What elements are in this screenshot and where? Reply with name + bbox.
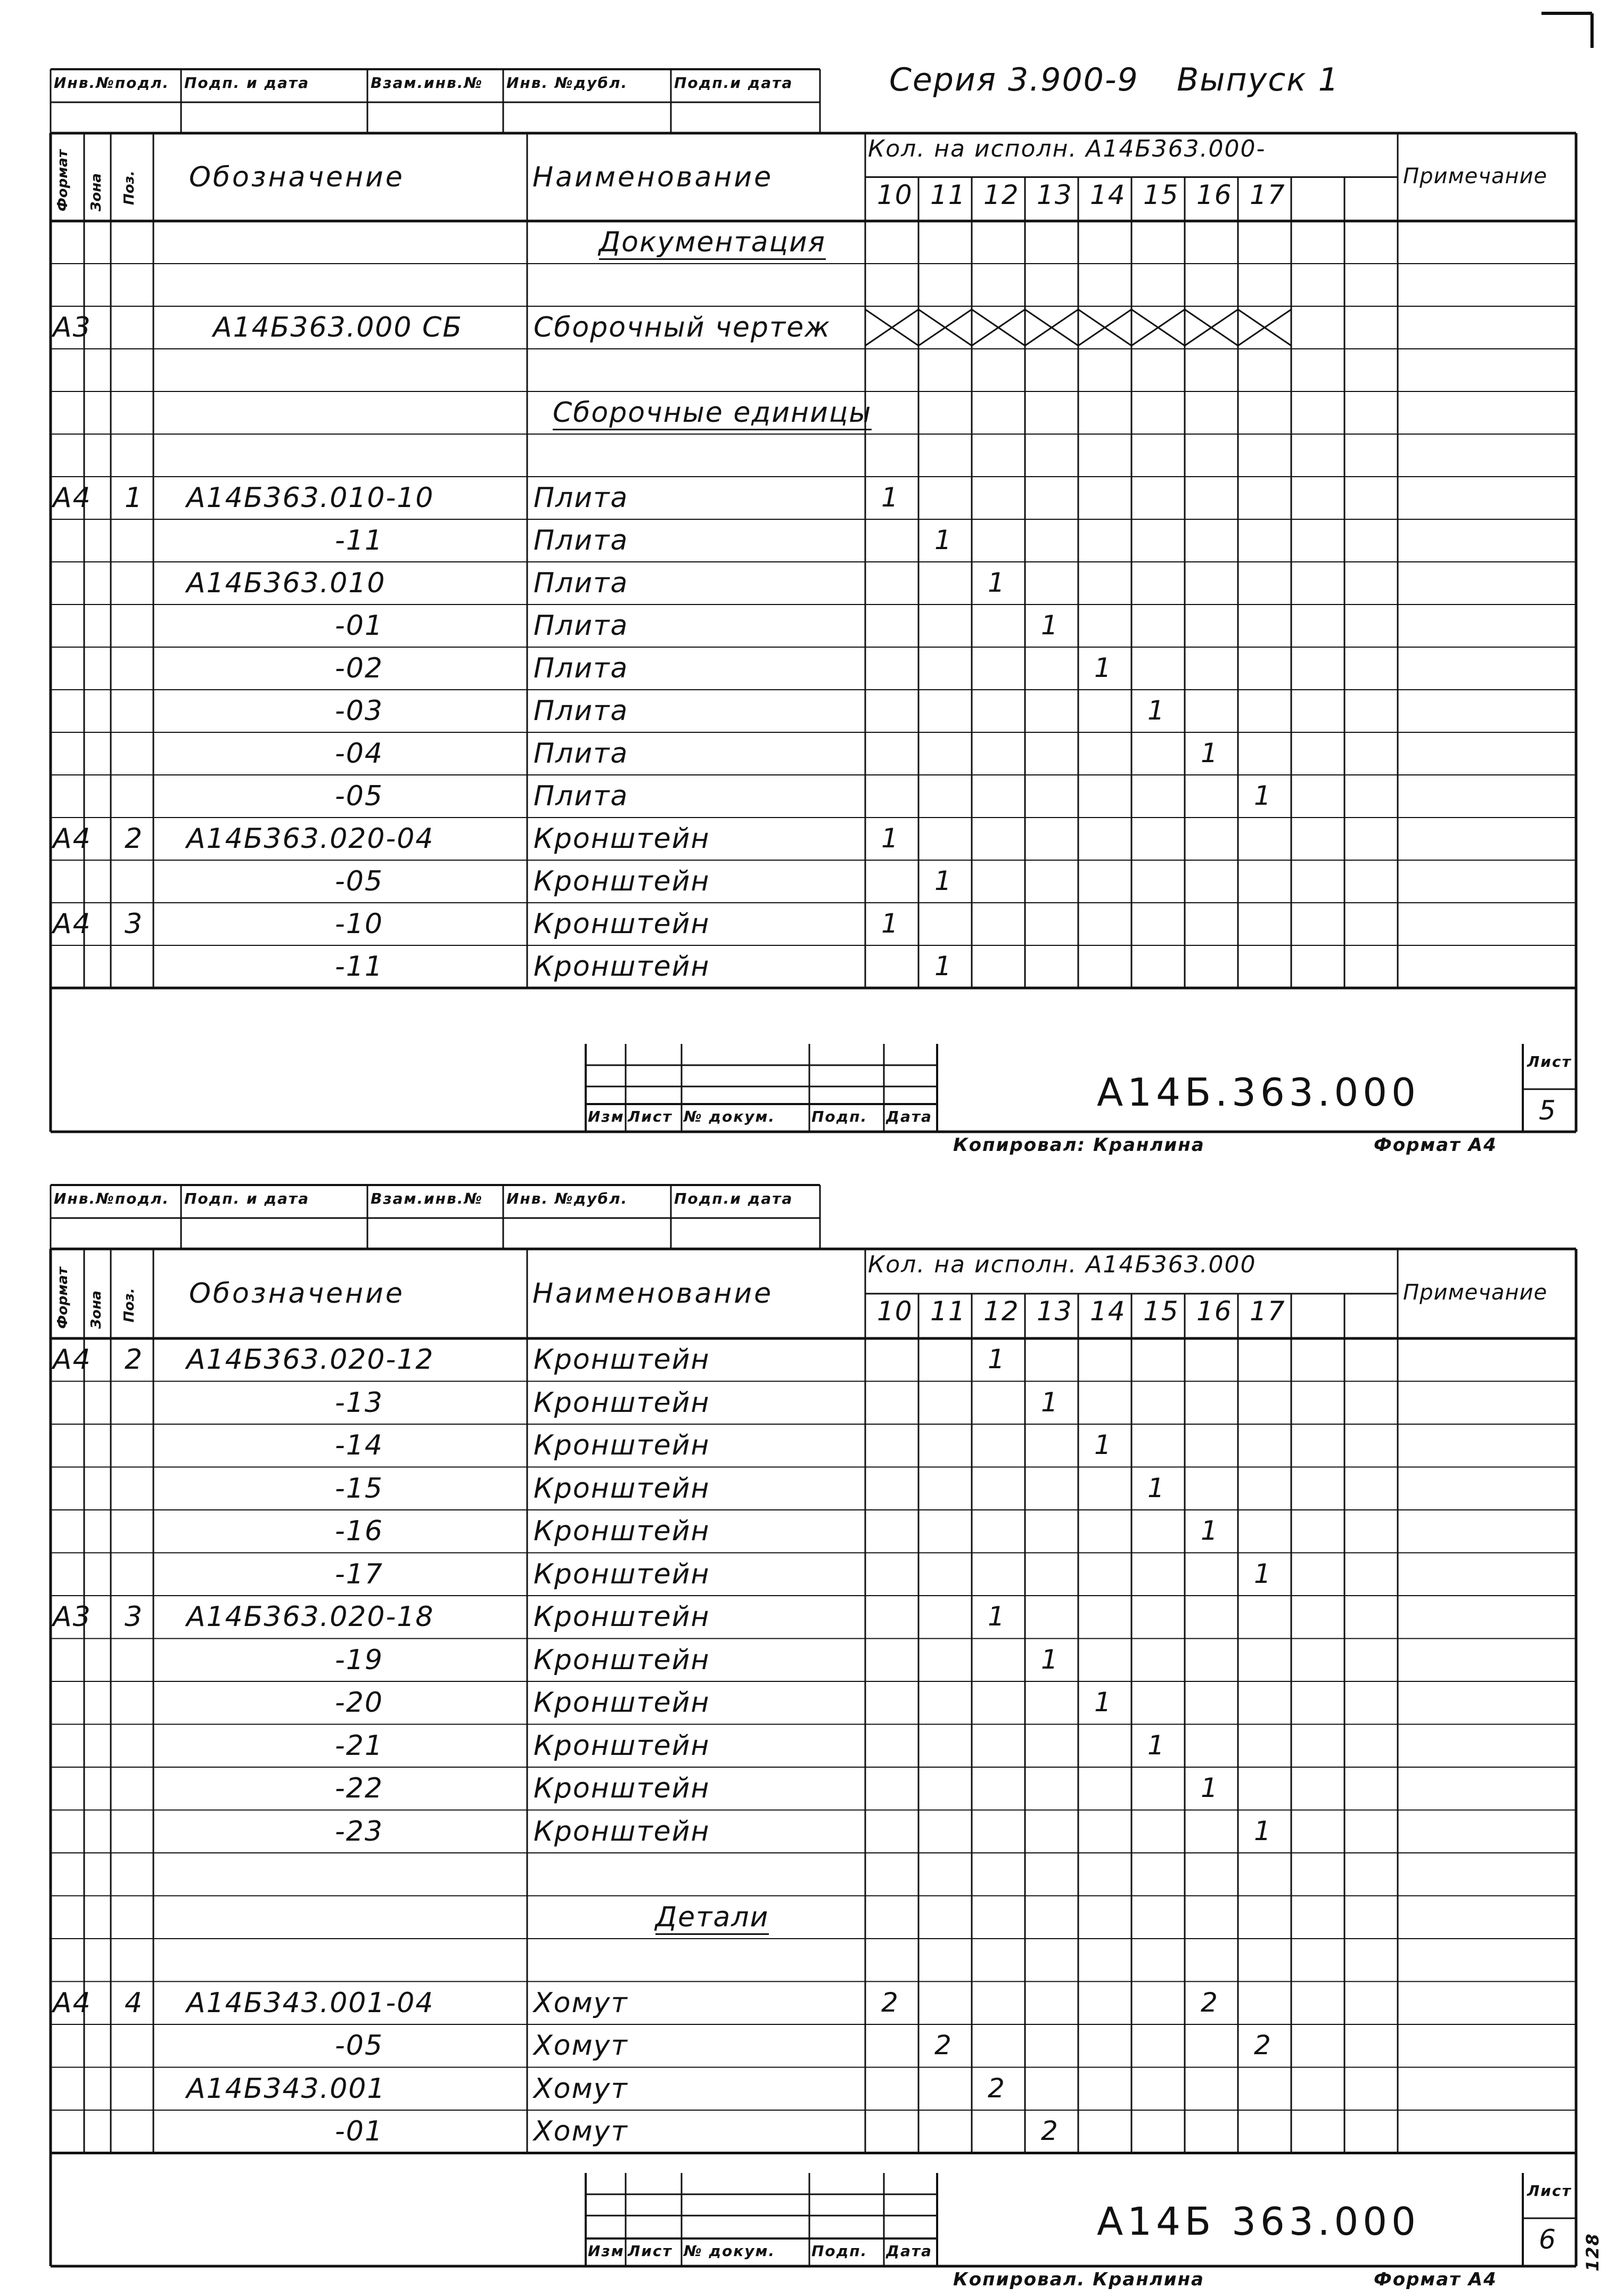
row-designation: -17 <box>335 1558 383 1590</box>
row-designation: -01 <box>335 2115 383 2148</box>
qty-value: 1 <box>934 865 953 896</box>
row-name: Плита <box>534 738 629 770</box>
copied-by: Копировал. Кранлина <box>953 2269 1204 2290</box>
row-format: А3 <box>53 312 92 344</box>
row-format: А4 <box>53 908 92 940</box>
title-block-cell-label: Подп. <box>811 2242 868 2260</box>
row-name: Плита <box>534 652 629 684</box>
qty-value: 1 <box>881 823 899 854</box>
document-code: А14Б.363.000 <box>1097 1070 1420 1115</box>
row-name: Кронштейн <box>534 1558 710 1590</box>
row-position: 2 <box>125 1344 144 1376</box>
row-designation: -23 <box>335 1815 383 1848</box>
row-designation: -10 <box>335 908 383 940</box>
row-designation: -02 <box>335 652 383 684</box>
qty-value: 1 <box>881 908 899 939</box>
qty-value: 1 <box>988 1601 1006 1632</box>
row-name: Плита <box>534 567 629 599</box>
qty-value: 1 <box>1147 1729 1166 1761</box>
stamp-label: Подп.и дата <box>674 74 793 92</box>
variant-header-11: 11 <box>930 1296 966 1327</box>
row-designation: А14Б343.001 <box>186 2072 386 2105</box>
row-designation: А14Б363.000 СБ <box>213 312 463 344</box>
row-name: Кронштейн <box>534 1515 710 1548</box>
stamp-label: Подп.и дата <box>674 1190 793 1207</box>
title-block-cell-label: № докум. <box>684 1108 776 1125</box>
stamp-label: Инв.№подл. <box>54 1190 170 1207</box>
variant-header-11: 11 <box>930 179 966 210</box>
row-name: Кронштейн <box>534 823 710 855</box>
qty-value: 1 <box>1254 1558 1272 1589</box>
column-name-header: Наименование <box>532 1278 774 1310</box>
row-name: Кронштейн <box>534 908 710 940</box>
qty-value: 1 <box>1147 695 1166 726</box>
sheet-number: 5 <box>1539 1095 1557 1126</box>
row-designation: -05 <box>335 2030 383 2062</box>
row-designation: -01 <box>335 610 383 642</box>
row-name: Кронштейн <box>534 1601 710 1633</box>
row-designation: А14Б363.020-04 <box>186 823 434 855</box>
row-format: А4 <box>53 1987 92 2019</box>
qty-value: 2 <box>1201 1987 1219 2018</box>
stamp-label: Инв. №дубл. <box>506 1190 628 1207</box>
qty-value: 1 <box>988 567 1006 598</box>
row-designation: А14Б363.010 <box>186 567 386 599</box>
stamp-label: Взам.инв.№ <box>371 1190 483 1207</box>
qty-value: 1 <box>934 525 953 555</box>
column-format-header: Формат <box>55 149 71 211</box>
row-name: Кронштейн <box>534 865 710 897</box>
row-designation: -14 <box>335 1429 383 1462</box>
qty-value: 1 <box>1254 1815 1272 1846</box>
row-name: Плита <box>534 482 629 514</box>
column-pos-header: Поз. <box>121 1288 137 1322</box>
qty-value: 1 <box>881 482 899 513</box>
row-name: Кронштейн <box>534 1729 710 1762</box>
row-position: 4 <box>125 1987 144 2019</box>
row-designation: -15 <box>335 1472 383 1505</box>
row-name: Кронштейн <box>534 1772 710 1805</box>
sheet-label: Лист <box>1527 1053 1572 1071</box>
row-name: Хомут <box>534 1987 628 2019</box>
stamp-label: Инв. №дубл. <box>506 74 628 92</box>
row-position: 1 <box>125 482 144 514</box>
row-name: Кронштейн <box>534 951 710 983</box>
section-title: Детали <box>655 1903 769 1935</box>
row-position: 3 <box>125 1601 144 1633</box>
section-title: Сборочные единицы <box>553 399 872 430</box>
qty-value: 2 <box>988 2072 1006 2104</box>
copied-by: Копировал: Кранлина <box>953 1134 1205 1156</box>
row-name: Кронштейн <box>534 1815 710 1848</box>
title-block-cell-label: Дата <box>886 1108 932 1125</box>
column-note-header: Примечание <box>1403 164 1548 189</box>
row-format: А3 <box>53 1601 92 1633</box>
qty-value: 1 <box>1254 780 1272 811</box>
page-mark: 128 <box>1582 2233 1603 2272</box>
qty-value: 1 <box>1094 1687 1112 1718</box>
qty-value: 1 <box>1201 1515 1219 1547</box>
row-name: Кронштейн <box>534 1644 710 1676</box>
qty-value: 1 <box>1041 1386 1059 1418</box>
title-block-cell-label: Подп. <box>811 1108 868 1125</box>
stamp-label: Инв.№подл. <box>54 74 170 92</box>
variant-header-13: 13 <box>1037 179 1073 210</box>
qty-value: 1 <box>1094 1429 1112 1461</box>
column-name-header: Наименование <box>532 161 774 193</box>
series-label: Серия 3.900-9 <box>889 61 1139 99</box>
variant-header-12: 12 <box>983 179 1020 210</box>
column-designation-header: Обозначение <box>189 161 405 193</box>
row-name: Кронштейн <box>534 1344 710 1376</box>
row-designation: А14Б363.020-18 <box>186 1601 434 1633</box>
row-name: Плита <box>534 695 629 727</box>
qty-value: 1 <box>1147 1472 1166 1504</box>
variant-header-15: 15 <box>1143 179 1179 210</box>
qty-value: 1 <box>1094 652 1112 683</box>
row-name: Сборочный чертеж <box>534 312 831 344</box>
column-pos-header: Поз. <box>121 170 137 205</box>
row-name: Кронштейн <box>534 1386 710 1419</box>
title-block-cell-label: Лист <box>628 2242 672 2260</box>
row-name: Кронштейн <box>534 1687 710 1719</box>
stamp-label: Взам.инв.№ <box>371 74 483 92</box>
qty-value: 1 <box>1201 738 1219 769</box>
sheet-label: Лист <box>1527 2182 1572 2200</box>
row-format: А4 <box>53 482 92 514</box>
issue-label: Выпуск 1 <box>1177 61 1340 99</box>
variant-header-16: 16 <box>1196 179 1233 210</box>
row-name: Кронштейн <box>534 1472 710 1505</box>
document-code: А14Б 363.000 <box>1097 2199 1420 2244</box>
row-designation: А14Б363.020-12 <box>186 1344 434 1376</box>
row-designation: -20 <box>335 1687 383 1719</box>
qty-value: 1 <box>988 1344 1006 1375</box>
qty-header: Кол. на исполн. А14Б363.000- <box>868 135 1266 162</box>
variant-header-13: 13 <box>1037 1296 1073 1327</box>
row-name: Плита <box>534 780 629 812</box>
stamp-label: Подп. и дата <box>184 1190 310 1207</box>
qty-value: 1 <box>1041 610 1059 641</box>
variant-header-10: 10 <box>877 1296 913 1327</box>
row-name: Кронштейн <box>534 1429 710 1462</box>
qty-value: 2 <box>1254 2030 1272 2061</box>
qty-value: 2 <box>1041 2115 1059 2147</box>
sheet-number: 6 <box>1539 2224 1557 2255</box>
row-designation: -03 <box>335 695 383 727</box>
row-designation: А14Б343.001-04 <box>186 1987 434 2019</box>
column-note-header: Примечание <box>1403 1280 1548 1305</box>
row-designation: -04 <box>335 738 383 770</box>
row-designation: А14Б363.010-10 <box>186 482 434 514</box>
title-block-cell-label: Лист <box>628 1108 672 1125</box>
variant-header-17: 17 <box>1250 179 1286 210</box>
variant-header-16: 16 <box>1196 1296 1233 1327</box>
column-zone-header: Зона <box>88 1290 104 1329</box>
row-position: 2 <box>125 823 144 855</box>
row-designation: -16 <box>335 1515 383 1548</box>
qty-value: 2 <box>934 2030 953 2061</box>
title-block-cell-label: Изм <box>588 2242 625 2260</box>
row-designation: -21 <box>335 1729 383 1762</box>
row-designation: -05 <box>335 780 383 812</box>
row-name: Хомут <box>534 2030 628 2062</box>
column-zone-header: Зона <box>88 173 104 211</box>
variant-header-15: 15 <box>1143 1296 1179 1327</box>
qty-value: 1 <box>1041 1644 1059 1675</box>
row-name: Хомут <box>534 2072 628 2105</box>
variant-header-12: 12 <box>983 1296 1020 1327</box>
row-name: Хомут <box>534 2115 628 2148</box>
variant-header-10: 10 <box>877 179 913 210</box>
row-designation: -11 <box>335 951 383 983</box>
qty-value: 2 <box>881 1987 899 2018</box>
format-label: Формат А4 <box>1374 2269 1497 2290</box>
row-name: Плита <box>534 525 629 557</box>
section-title: Документация <box>599 228 826 260</box>
title-block-cell-label: № докум. <box>684 2242 776 2260</box>
row-name: Плита <box>534 610 629 642</box>
column-designation-header: Обозначение <box>189 1278 405 1310</box>
variant-header-14: 14 <box>1090 179 1126 210</box>
row-format: А4 <box>53 823 92 855</box>
row-position: 3 <box>125 908 144 940</box>
variant-header-14: 14 <box>1090 1296 1126 1327</box>
row-designation: -19 <box>335 1644 383 1676</box>
stamp-label: Подп. и дата <box>184 74 310 92</box>
qty-value: 1 <box>934 951 953 982</box>
row-designation: -05 <box>335 865 383 897</box>
row-designation: -13 <box>335 1386 383 1419</box>
row-designation: -22 <box>335 1772 383 1805</box>
title-block-cell-label: Дата <box>886 2242 932 2260</box>
title-block-cell-label: Изм <box>588 1108 625 1125</box>
format-label: Формат А4 <box>1374 1134 1497 1156</box>
variant-header-17: 17 <box>1250 1296 1286 1327</box>
row-format: А4 <box>53 1344 92 1376</box>
qty-header: Кол. на исполн. А14Б363.000 <box>868 1251 1257 1278</box>
qty-value: 1 <box>1201 1772 1219 1804</box>
column-format-header: Формат <box>55 1267 71 1329</box>
row-designation: -11 <box>335 525 383 557</box>
